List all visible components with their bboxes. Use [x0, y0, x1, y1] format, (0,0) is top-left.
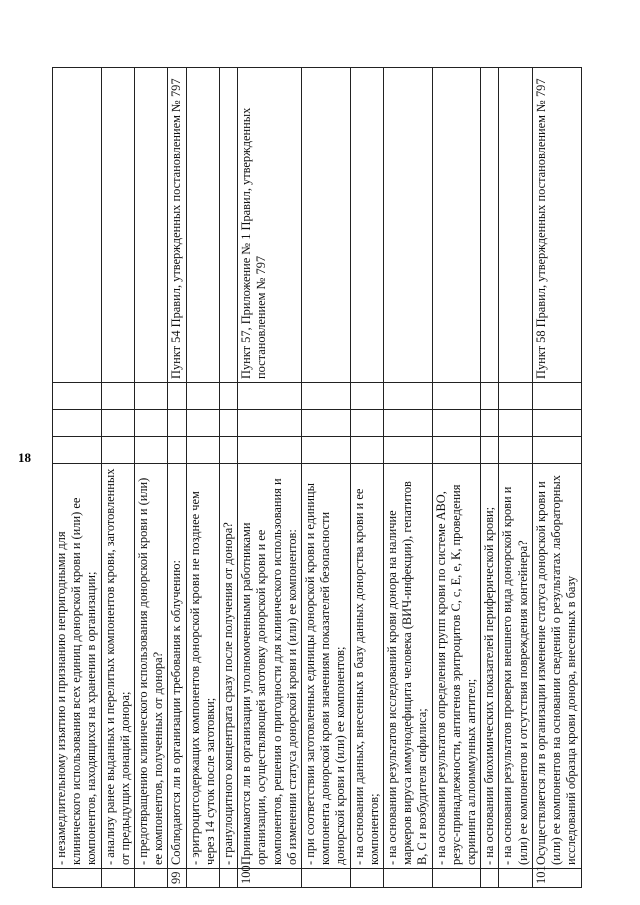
answer-cell-na [302, 383, 351, 410]
answer-cell-na [168, 383, 186, 410]
answer-cell-no [186, 410, 219, 437]
reference-cell [135, 68, 168, 383]
reference-cell [499, 68, 532, 383]
question-cell: - предотвращению клинического использования донорской крови и (или) ее компонентов, полученных от донора? [135, 464, 168, 869]
row-number: 101 [532, 869, 581, 888]
table-row [350, 68, 383, 888]
reference-cell [101, 68, 134, 383]
answer-cell-yes [220, 437, 238, 464]
answer-cell-yes [168, 437, 186, 464]
question-cell: Осуществляется ли в организации изменение статуса донорской крови и (или) ее компонентов на основании сведений о результатах лабораторных исследований образца крови донора, внесенных в базу [532, 464, 581, 869]
question-cell: - незамедлительному изъятию и признанию непригодными для клинического использования всех единиц донорской крови и (или) ее компонентов, находящихся на хранении в организации; [53, 464, 102, 869]
answer-cell-na [499, 383, 532, 410]
checklist-table-body [53, 68, 582, 888]
answer-cell-yes [302, 437, 351, 464]
question-cell: - при соответствии заготовленных единицы донорской крови и единицы компонента донорской крови значениям показателей безопасности донорской крови и (или) ее компонентов; [302, 464, 351, 869]
answer-cell-no [499, 410, 532, 437]
row-number [481, 869, 499, 888]
question-cell: Принимаются ли в организации уполномоченными работниками организации, осуществляющей заготовку донорской крови и ее компонентов, решения о пригодности для клинического использования и об изменении статуса донорской крови и (или) ее компонентов: [238, 464, 302, 869]
answer-cell-na [101, 383, 134, 410]
answer-cell-no [350, 410, 383, 437]
table-row [432, 68, 481, 888]
row-number [135, 869, 168, 888]
answer-cell-no [432, 410, 481, 437]
answer-cell-no [220, 410, 238, 437]
rotated-page-content [52, 68, 632, 888]
row-number [350, 869, 383, 888]
question-cell: - на основании данных, внесенных в базу данных донорства крови и ее компонентов; [350, 464, 383, 869]
question-cell: - эритроцитсодержащих компонентов донорской крови не позднее чем через 14 суток после заготовки; [186, 464, 219, 869]
row-number [101, 869, 134, 888]
answer-cell-na [238, 383, 302, 410]
reference-cell: Пункт 54 Правил, утвержденных постановлением № 797 [168, 68, 186, 383]
table-row [384, 68, 433, 888]
page-number: 18 [18, 450, 31, 465]
row-number: 100 [238, 869, 302, 888]
row-number [186, 869, 219, 888]
question-cell: - гранулоцитного концентрата сразу после получения от донора? [220, 464, 238, 869]
question-cell: - на основании биохимических показателей периферической крови; [481, 464, 499, 869]
reference-cell [432, 68, 481, 383]
answer-cell-yes [135, 437, 168, 464]
answer-cell-na [384, 383, 433, 410]
answer-cell-no [384, 410, 433, 437]
answer-cell-na [186, 383, 219, 410]
question-cell: Соблюдаются ли в организации требования к облучению: [168, 464, 186, 869]
answer-cell-yes [532, 437, 581, 464]
table-row [186, 68, 219, 888]
row-number [220, 869, 238, 888]
checklist-table [52, 67, 582, 888]
table-row [101, 68, 134, 888]
table-row [499, 68, 532, 888]
answer-cell-na [220, 383, 238, 410]
answer-cell-no [238, 410, 302, 437]
answer-cell-no [481, 410, 499, 437]
row-number: 99 [168, 869, 186, 888]
answer-cell-no [101, 410, 134, 437]
reference-cell [481, 68, 499, 383]
row-number [384, 869, 433, 888]
answer-cell-na [432, 383, 481, 410]
answer-cell-yes [499, 437, 532, 464]
row-number [432, 869, 481, 888]
answer-cell-na [135, 383, 168, 410]
reference-cell [302, 68, 351, 383]
reference-cell [384, 68, 433, 383]
table-row [53, 68, 102, 888]
question-cell: - анализу ранее выданных и перелитых компонентов крови, заготовленных от предыдущих донаций донора; [101, 464, 134, 869]
reference-cell: Пункт 57, Приложение № 1 Правил, утвержденных постановлением № 797 [238, 68, 302, 383]
answer-cell-na [350, 383, 383, 410]
row-number [53, 869, 102, 888]
answer-cell-yes [384, 437, 433, 464]
answer-cell-no [302, 410, 351, 437]
answer-cell-yes [432, 437, 481, 464]
table-row [168, 68, 186, 888]
reference-cell: Пункт 58 Правил, утвержденных постановлением № 797 [532, 68, 581, 383]
table-row [238, 68, 302, 888]
answer-cell-no [135, 410, 168, 437]
question-cell: - на основании результатов исследований крови донора на наличие маркеров вируса иммунодефицита человека (ВИЧ-инфекции), гепатитов В, С и возбудителя сифилиса; [384, 464, 433, 869]
row-number [499, 869, 532, 888]
question-cell: - на основании результатов проверки внешнего вида донорской крови и (или) ее компонентов и отсутствия повреждения контейнера? [499, 464, 532, 869]
reference-cell [350, 68, 383, 383]
answer-cell-na [481, 383, 499, 410]
answer-cell-no [168, 410, 186, 437]
question-cell: - на основании результатов определения групп крови по системе АВО, резус-принадлежности, антигенов эритроцитов С, с, Е, е, К, проведения скрининга аллоиммунных антител; [432, 464, 481, 869]
row-number [302, 869, 351, 888]
table-row [135, 68, 168, 888]
answer-cell-yes [101, 437, 134, 464]
table-row [532, 68, 581, 888]
answer-cell-na [53, 383, 102, 410]
table-row [481, 68, 499, 888]
answer-cell-no [532, 410, 581, 437]
answer-cell-yes [53, 437, 102, 464]
answer-cell-yes [350, 437, 383, 464]
answer-cell-no [53, 410, 102, 437]
answer-cell-na [532, 383, 581, 410]
reference-cell [220, 68, 238, 383]
table-row [220, 68, 238, 888]
reference-cell [53, 68, 102, 383]
reference-cell [186, 68, 219, 383]
answer-cell-yes [186, 437, 219, 464]
answer-cell-yes [481, 437, 499, 464]
table-row [302, 68, 351, 888]
answer-cell-yes [238, 437, 302, 464]
